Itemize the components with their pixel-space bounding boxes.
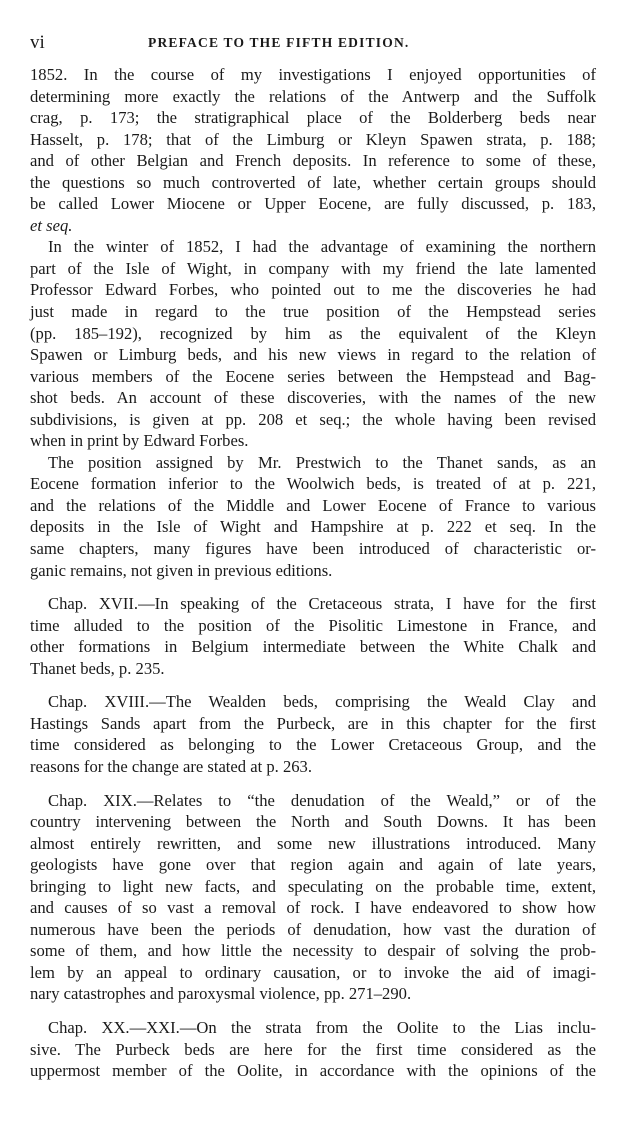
text-line: when in print by Edward Forbes. [30,431,249,451]
paragraph-gap [30,679,596,691]
text-line: deposits in the Isle of Wight and Hampshire at p. 222 et seq. In the [30,517,596,537]
text-line: numerous have been the periods of denudation, how vast the duration of [30,919,596,939]
text-line: Chap. XIX.—Relates to “the denudation of the Weald,” or of the [48,790,596,810]
text-line: other formations in Belgium intermediate between the White Chalk and [30,637,596,657]
text-line: be called Lower Miocene or Upper Eocene, are fully discussed, p. 183, [30,194,596,214]
paragraph-gap [30,581,596,593]
text-line: and the relations of the Middle and Lower Eocene of France to various [30,495,596,515]
et-seq-italic: et seq. [30,215,73,235]
text-line: Chap. XVII.—In speaking of the Cretaceous strata, I have for the first [48,594,596,614]
text-line: ganic remains, not given in previous editions. [30,560,333,580]
paragraph-3 [30,452,596,581]
text-line: The position assigned by Mr. Prestwich to the Thanet sands, as an [48,452,596,472]
text-line: Thanet beds, p. 235. [30,658,165,678]
text-line: Eocene formation inferior to the Woolwich beds, is treated of at p. 221, [30,474,596,494]
running-title: PREFACE TO THE FIFTH EDITION. [148,35,410,50]
text-line: time alluded to the position of the Pisolitic Limestone in France, and [30,615,596,635]
text-line: reasons for the change are stated at p. 263. [30,756,312,776]
paragraph-1 [30,64,596,236]
text-line: and causes of so vast a removal of rock. I have endeavored to show how [30,898,596,918]
text-line: some of them, and how little the necessity to despair of solving the prob- [30,941,596,961]
text-line: Professor Edward Forbes, who pointed out to me the discoveries he had [30,280,596,300]
running-head [30,28,596,54]
text-line: almost entirely rewritten, and some new illustrations introduced. Many [30,833,596,853]
text-line: Chap. XX.—XXI.—On the strata from the Oolite to the Lias inclu- [48,1017,596,1037]
text-line: and of other Belgian and French deposits. In reference to some of these, [30,151,596,171]
page-number: vi [30,32,45,53]
paragraph-chap-xix [30,790,596,1005]
paragraph-chap-xx-xxi [30,1017,596,1082]
text-line: In the winter of 1852, I had the advantage of examining the northern [48,237,596,257]
paragraph-gap [30,1005,596,1017]
text-line: lem by an appeal to ordinary causation, or to invoke the aid of imagi- [30,962,596,982]
text-line [30,215,596,237]
text-line: Hasselt, p. 178; that of the Limburg or Kleyn Spawen strata, p. 188; [30,129,596,149]
paragraph-gap [30,778,596,790]
text-line: geologists have gone over that region again and again of late years, [30,855,596,875]
text-line: nary catastrophes and paroxysmal violence, pp. 271–290. [30,984,412,1004]
book-page [30,28,596,1082]
text-line: various members of the Eocene series between the Hempstead and Bag- [30,366,596,386]
text-line: (pp. 185–192), recognized by him as the equivalent of the Kleyn [30,323,596,343]
text-line: uppermost member of the Oolite, in accordance with the opinions of the [30,1061,596,1081]
text-line: Hastings Sands apart from the Purbeck, are in this chapter for the first [30,713,596,733]
text-line: just made in regard to the true position of the Hempstead series [30,302,596,322]
text-line: same chapters, many figures have been introduced of characteristic or- [30,539,596,559]
text-line: Chap. XVIII.—The Wealden beds, comprising the Weald Clay and [48,692,596,712]
paragraph-chap-xvii [30,593,596,679]
text-line: Spawen or Limburg beds, and his new views in regard to the relation of [30,345,596,365]
text-line: part of the Isle of Wight, in company with my friend the late lamented [30,258,596,278]
paragraph-chap-xviii [30,691,596,777]
text-line: bringing to light new facts, and speculating on the probable time, extent, [30,876,596,896]
text-line: determining more exactly the relations of the Antwerp and the Suffolk [30,86,596,106]
text-line: shot beds. An account of these discoveries, with the names of the new [30,388,596,408]
text-line: subdivisions, is given at pp. 208 et seq.; the whole having been revised [30,409,596,429]
text-line: country intervening between the North and South Downs. It has been [30,812,596,832]
paragraph-2 [30,236,596,451]
text-line: sive. The Purbeck beds are here for the first time considered as the [30,1039,596,1059]
text-line: the questions so much controverted of late, whether certain groups should [30,172,596,192]
text-line: time considered as belonging to the Lower Cretaceous Group, and the [30,735,596,755]
text-line: crag, p. 173; the stratigraphical place of the Bolderberg beds near [30,108,596,128]
text-line: 1852. In the course of my investigations I enjoyed opportunities of [30,65,596,84]
